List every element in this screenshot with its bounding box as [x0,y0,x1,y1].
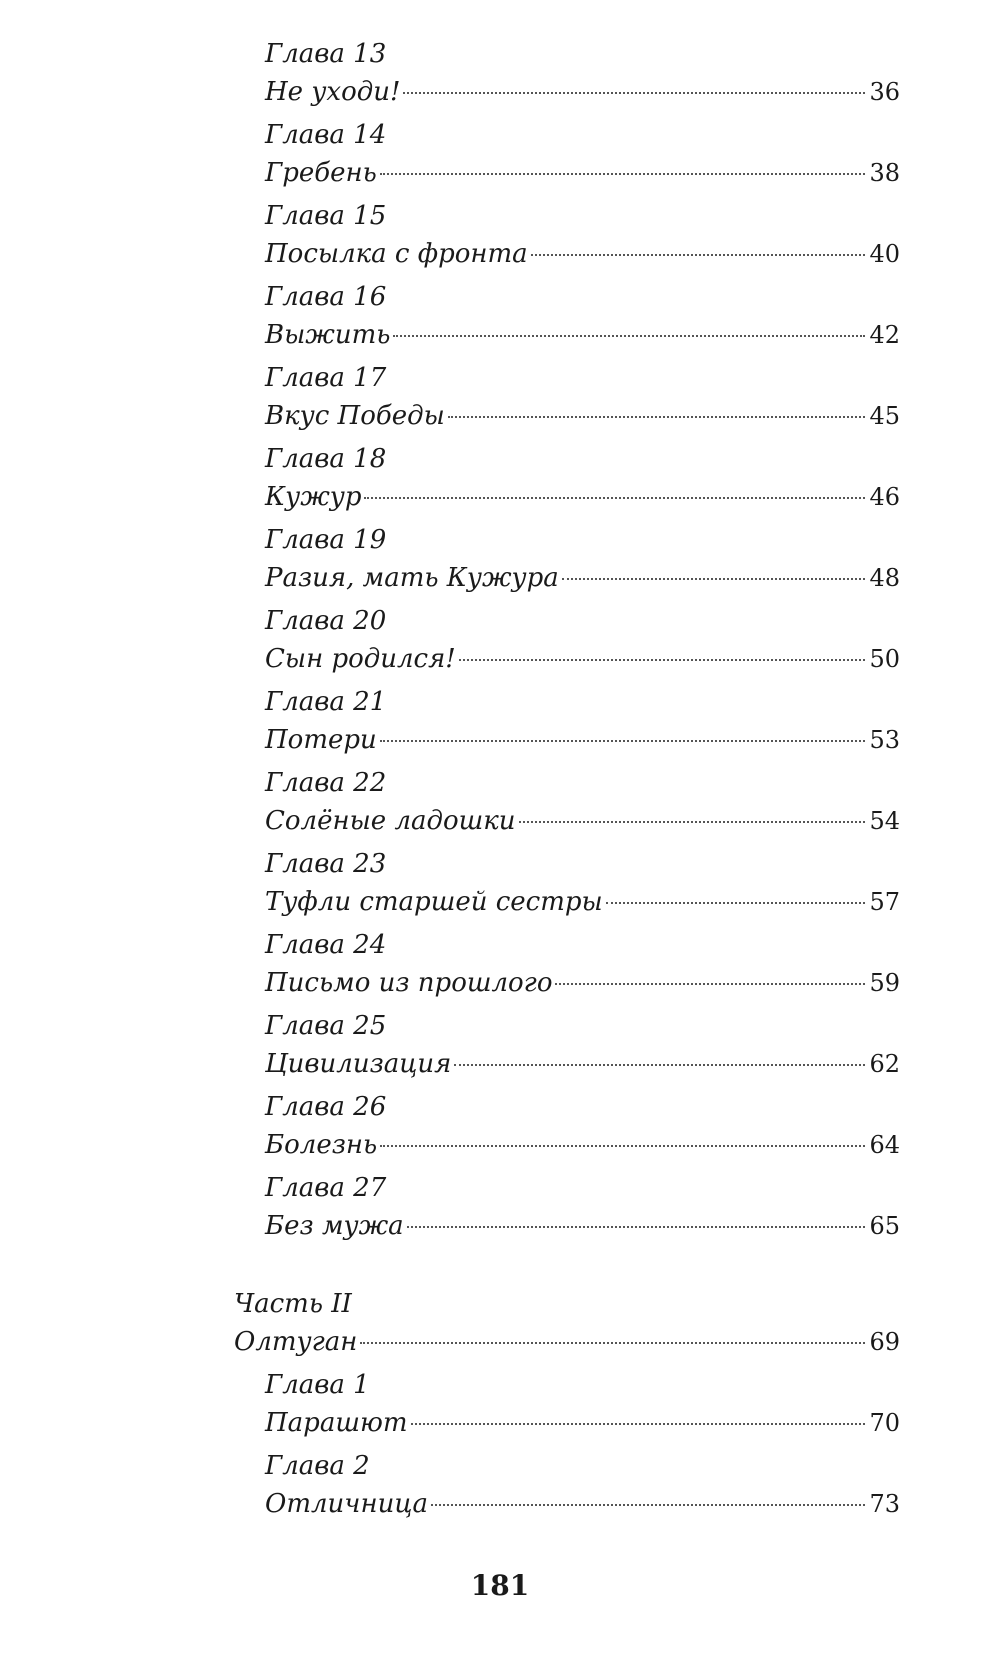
chapter-heading: Глава 16 [265,282,387,312]
toc-entry-chapter-22 [265,765,900,847]
toc-entry-chapter-13 [265,36,900,118]
dot-leader [407,1226,866,1228]
toc-line [234,1322,900,1362]
toc-line [265,72,900,112]
chapter-heading: Глава 19 [265,525,387,555]
chapter-title: Туфли старшей сестры [265,887,603,917]
toc-entry-part-2 [234,1286,900,1368]
toc-line [265,963,900,1003]
page-number: 45 [869,402,900,430]
chapter-title: Кужур [265,482,362,512]
chapter-heading: Глава 24 [265,930,387,960]
dot-leader [555,983,865,985]
toc-line [265,801,900,841]
chapter-title: Выжить [265,320,391,350]
page-number: 53 [869,726,900,754]
toc-line [265,153,900,193]
chapter-heading: Глава 17 [265,363,387,393]
chapter-heading: Глава 26 [265,1092,387,1122]
toc-line [265,1484,900,1524]
toc-line [265,1206,900,1246]
toc-entry-chapter-21 [265,684,900,766]
toc-entry-chapter-14 [265,117,900,199]
toc-entry-chapter-18 [265,441,900,523]
page-number: 73 [869,1490,900,1518]
toc-line [265,477,900,517]
toc-entry-chapter-25 [265,1008,900,1090]
page-number: 38 [869,159,900,187]
toc-line [265,1044,900,1084]
chapter-heading: Глава 15 [265,201,387,231]
dot-leader [431,1504,865,1506]
page-number: 50 [869,645,900,673]
chapter-heading: Глава 1 [265,1370,370,1400]
page-number: 48 [869,564,900,592]
dot-leader [448,416,866,418]
toc-line [265,234,900,274]
page-number: 46 [869,483,900,511]
dot-leader [380,173,866,175]
dot-leader [459,659,866,661]
chapter-title: Отличница [265,1489,428,1519]
page-number: 70 [869,1409,900,1437]
toc-entry-part2-chapter-2 [265,1448,900,1530]
toc-entry-chapter-16 [265,279,900,361]
chapter-title: Сын родился! [265,644,456,674]
toc-entry-chapter-24 [265,927,900,1009]
toc-line [265,558,900,598]
chapter-title: Цивилизация [265,1049,452,1079]
chapter-title: Посылка с фронта [265,239,528,269]
chapter-title: Письмо из прошлого [265,968,553,998]
toc-entry-chapter-19 [265,522,900,604]
toc-line [265,396,900,436]
page-folio-number: 181 [470,1569,530,1602]
page-number: 40 [869,240,900,268]
chapter-heading: Глава 18 [265,444,387,474]
chapter-heading: Глава 25 [265,1011,387,1041]
chapter-title: Болезнь [265,1130,378,1160]
dot-leader [380,1145,865,1147]
chapter-heading: Глава 23 [265,849,387,879]
toc-line [265,639,900,679]
chapter-heading: Глава 27 [265,1173,387,1203]
chapter-heading: Глава 2 [265,1451,370,1481]
chapter-title: Солёные ладошки [265,806,516,836]
dot-leader [454,1064,865,1066]
toc-entry-chapter-23 [265,846,900,928]
toc-line [265,315,900,355]
page-number: 54 [869,807,900,835]
toc-entry-chapter-15 [265,198,900,280]
toc-line [265,882,900,922]
dot-leader [531,254,866,256]
chapter-title: Без мужа [265,1211,404,1241]
chapter-title: Гребень [265,158,377,188]
chapter-title: Не уходи! [265,77,401,107]
toc-line [265,1125,900,1165]
page-number: 62 [869,1050,900,1078]
chapter-heading: Глава 14 [265,120,387,150]
chapter-heading: Глава 22 [265,768,387,798]
toc-entry-chapter-20 [265,603,900,685]
dot-leader [403,92,865,94]
page-number: 65 [869,1212,900,1240]
page-number: 36 [869,78,900,106]
page-number: 64 [869,1131,900,1159]
chapter-title: Разия, мать Кужура [265,563,559,593]
toc-line [265,720,900,760]
toc-entry-chapter-27 [265,1170,900,1252]
page-number: 57 [869,888,900,916]
toc-entry-chapter-26 [265,1089,900,1171]
part-title: Олтуган [234,1327,358,1357]
dot-leader [393,335,865,337]
chapter-heading: Глава 21 [265,687,387,717]
dot-leader [606,902,866,904]
dot-leader [360,1342,865,1344]
dot-leader [364,497,865,499]
chapter-title: Вкус Победы [265,401,445,431]
chapter-title: Потери [265,725,377,755]
chapter-heading: Глава 20 [265,606,387,636]
toc-line [265,1403,900,1443]
dot-leader [562,578,866,580]
toc-entry-chapter-17 [265,360,900,442]
page-number: 59 [869,969,900,997]
dot-leader [411,1423,866,1425]
part-heading: Часть II [234,1289,352,1319]
page-number: 69 [869,1328,900,1356]
toc-entry-part2-chapter-1 [265,1367,900,1449]
page-number: 42 [869,321,900,349]
chapter-title: Парашют [265,1408,408,1438]
dot-leader [519,821,866,823]
dot-leader [380,740,866,742]
chapter-heading: Глава 13 [265,39,387,69]
